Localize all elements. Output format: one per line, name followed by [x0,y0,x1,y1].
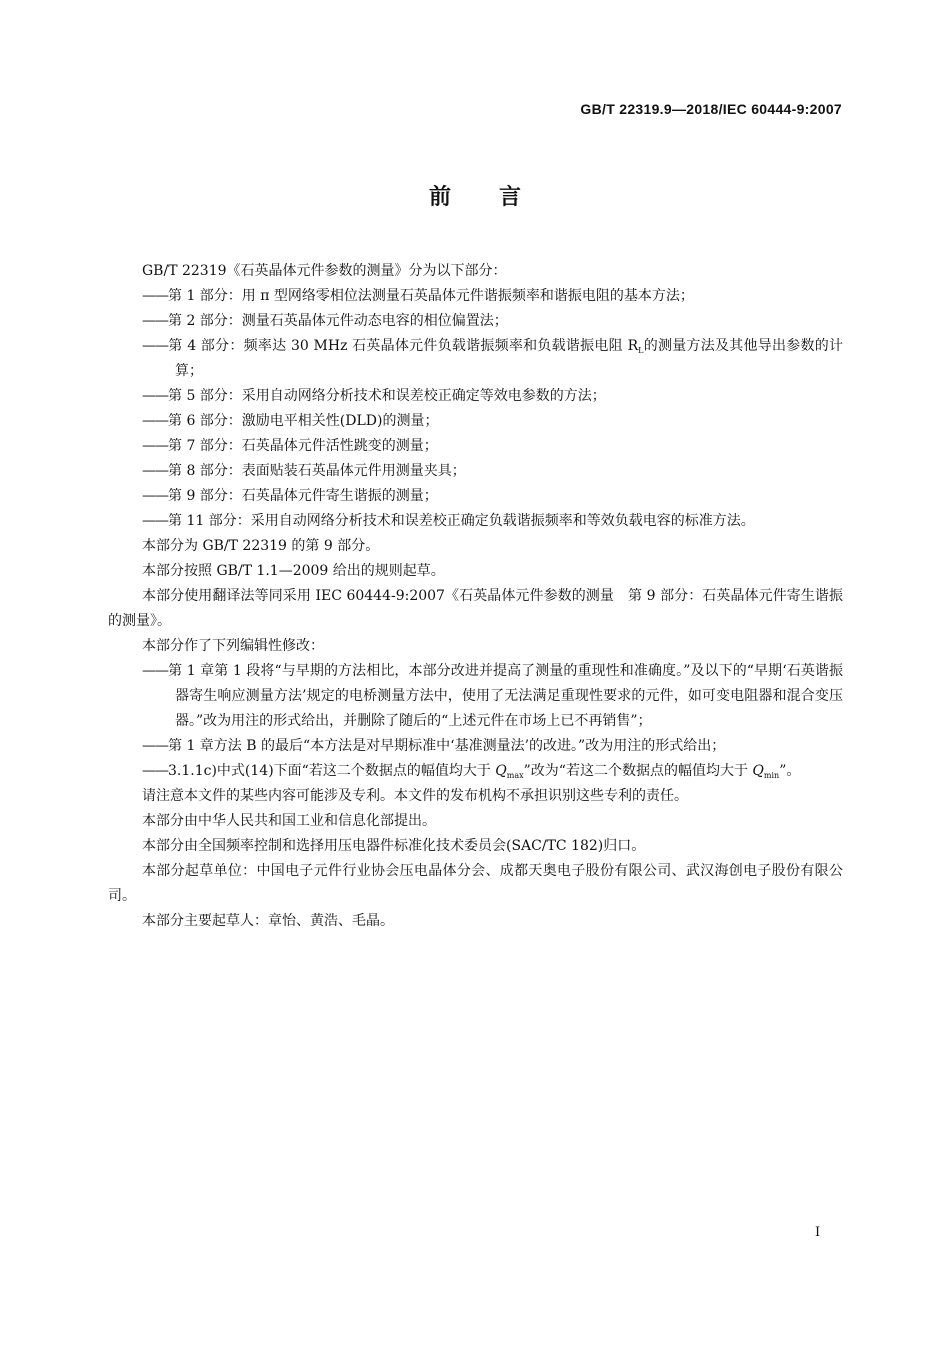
edit-list-item [108,734,843,759]
part-text: 第 11 部分：采用自动网络分析技术和误差校正确定负载谐振频率和等效负载电容的标准方法。 [168,513,755,529]
dash-mark: —— [142,313,168,329]
part-list-item [108,309,843,334]
part-text: 第 5 部分：采用自动网络分析技术和误差校正确定等效电参数的方法； [168,388,606,404]
part-list-item [108,284,843,309]
dash-mark: —— [142,388,168,404]
part-text: 第 7 部分：石英晶体元件活性跳变的测量； [168,438,438,454]
drafters-paragraph: 本部分主要起草人：章怡、黄浩、毛晶。 [142,913,394,929]
part-list-item [108,509,843,534]
dash-mark: —— [142,738,168,754]
part-text: 第 1 部分：用 π 型网络零相位法测量石英晶体元件谐振频率和谐振电阻的基本方法； [168,288,694,304]
part4-subscript: L [638,346,644,355]
part-list-item [108,409,843,434]
edit-text-a: 3.1.1c)中式(14)下面“若这二个数据点的幅值均大于 [168,763,496,779]
part-list-item [108,484,843,509]
part-text: 第 2 部分：测量石英晶体元件动态电容的相位偏置法； [168,313,508,329]
part-text: 第 8 部分：表面贴装石英晶体元件用测量夹具； [168,463,466,479]
part-list-item [108,459,843,484]
edit-text-b: ”改为“若这二个数据点的幅值均大于 [523,763,753,779]
centralized-by-paragraph: 本部分由全国频率控制和选择用压电器件标准化技术委员会(SAC/TC 182)归口。 [142,838,646,854]
foreword-body [108,259,843,934]
part4-tail: 的测量方法及其他导出参数的计算； [175,338,843,379]
q-symbol: Q [495,763,507,779]
dash-mark: —— [142,763,168,779]
q-subscript-min: min [763,771,780,780]
dash-mark: —— [142,513,168,529]
part-list-item [108,334,843,384]
editorial-changes-paragraph: 本部分作了下列编辑性修改： [142,638,324,654]
drafting-units-paragraph: 本部分起草单位：中国电子元件行业协会压电晶体分会、成都天奥电子股份有限公司、武汉海创电子股份有限公司。 [108,863,843,904]
proposed-by-paragraph: 本部分由中华人民共和国工业和信息化部提出。 [142,813,436,829]
equivalence-paragraph: 本部分使用翻译法等同采用 IEC 60444-9:2007《石英晶体元件参数的测量 第 9 部分：石英晶体元件寄生谐振的测量》。 [108,588,843,629]
edit-list-item [108,759,843,784]
edit-text-c: ”。 [779,763,801,779]
standard-number-header: GB/T 22319.9—2018/IEC 60444-9:2007 [580,101,842,117]
dash-mark: —— [142,338,168,354]
part-list-item [108,434,843,459]
part-of-paragraph: 本部分为 GB/T 22319 的第 9 部分。 [142,538,380,554]
q-subscript-max: max [506,771,524,780]
drafting-rules-paragraph: 本部分按照 GB/T 1.1—2009 给出的规则起草。 [142,563,445,579]
dash-mark: —— [142,438,168,454]
dash-mark: —— [142,488,168,504]
patent-paragraph: 请注意本文件的某些内容可能涉及专利。本文件的发布机构不承担识别这些专利的责任。 [142,788,688,804]
part-list-item [108,384,843,409]
part-text: 第 4 部分：频率达 30 MHz 石英晶体元件负载谐振频率和负载谐振电阻 R [168,338,639,354]
page-title: 前言 [428,185,569,210]
edit-text: 第 1 章方法 B 的最后“本方法是对早期标准中‘基准测量法’的改进。”改为用注的形式给出； [168,738,726,754]
intro-paragraph: GB/T 22319《石英晶体元件参数的测量》分为以下部分： [142,263,507,279]
dash-mark: —— [142,288,168,304]
dash-mark: —— [142,463,168,479]
part-text: 第 9 部分：石英晶体元件寄生谐振的测量； [168,488,438,504]
page-number: I [815,1225,821,1240]
edit-list-item [108,659,843,734]
edit-text: 第 1 章第 1 段将“与早期的方法相比，本部分改进并提高了测量的重现性和准确度。”及以下的“早期‘石英谐振器寄生响应测量方法’规定的电桥测量方法中，使用了无法满足重现性要求的元件，如可变电阻器和混合变压器。”改为用注的形式给出，并删除了随后的“上述元件在市场上已不再销售”； [168,663,843,729]
dash-mark: —— [142,413,168,429]
dash-mark: —— [142,663,168,679]
part-text: 第 6 部分：激励电平相关性(DLD)的测量； [168,413,439,429]
q-symbol: Q [752,763,764,779]
